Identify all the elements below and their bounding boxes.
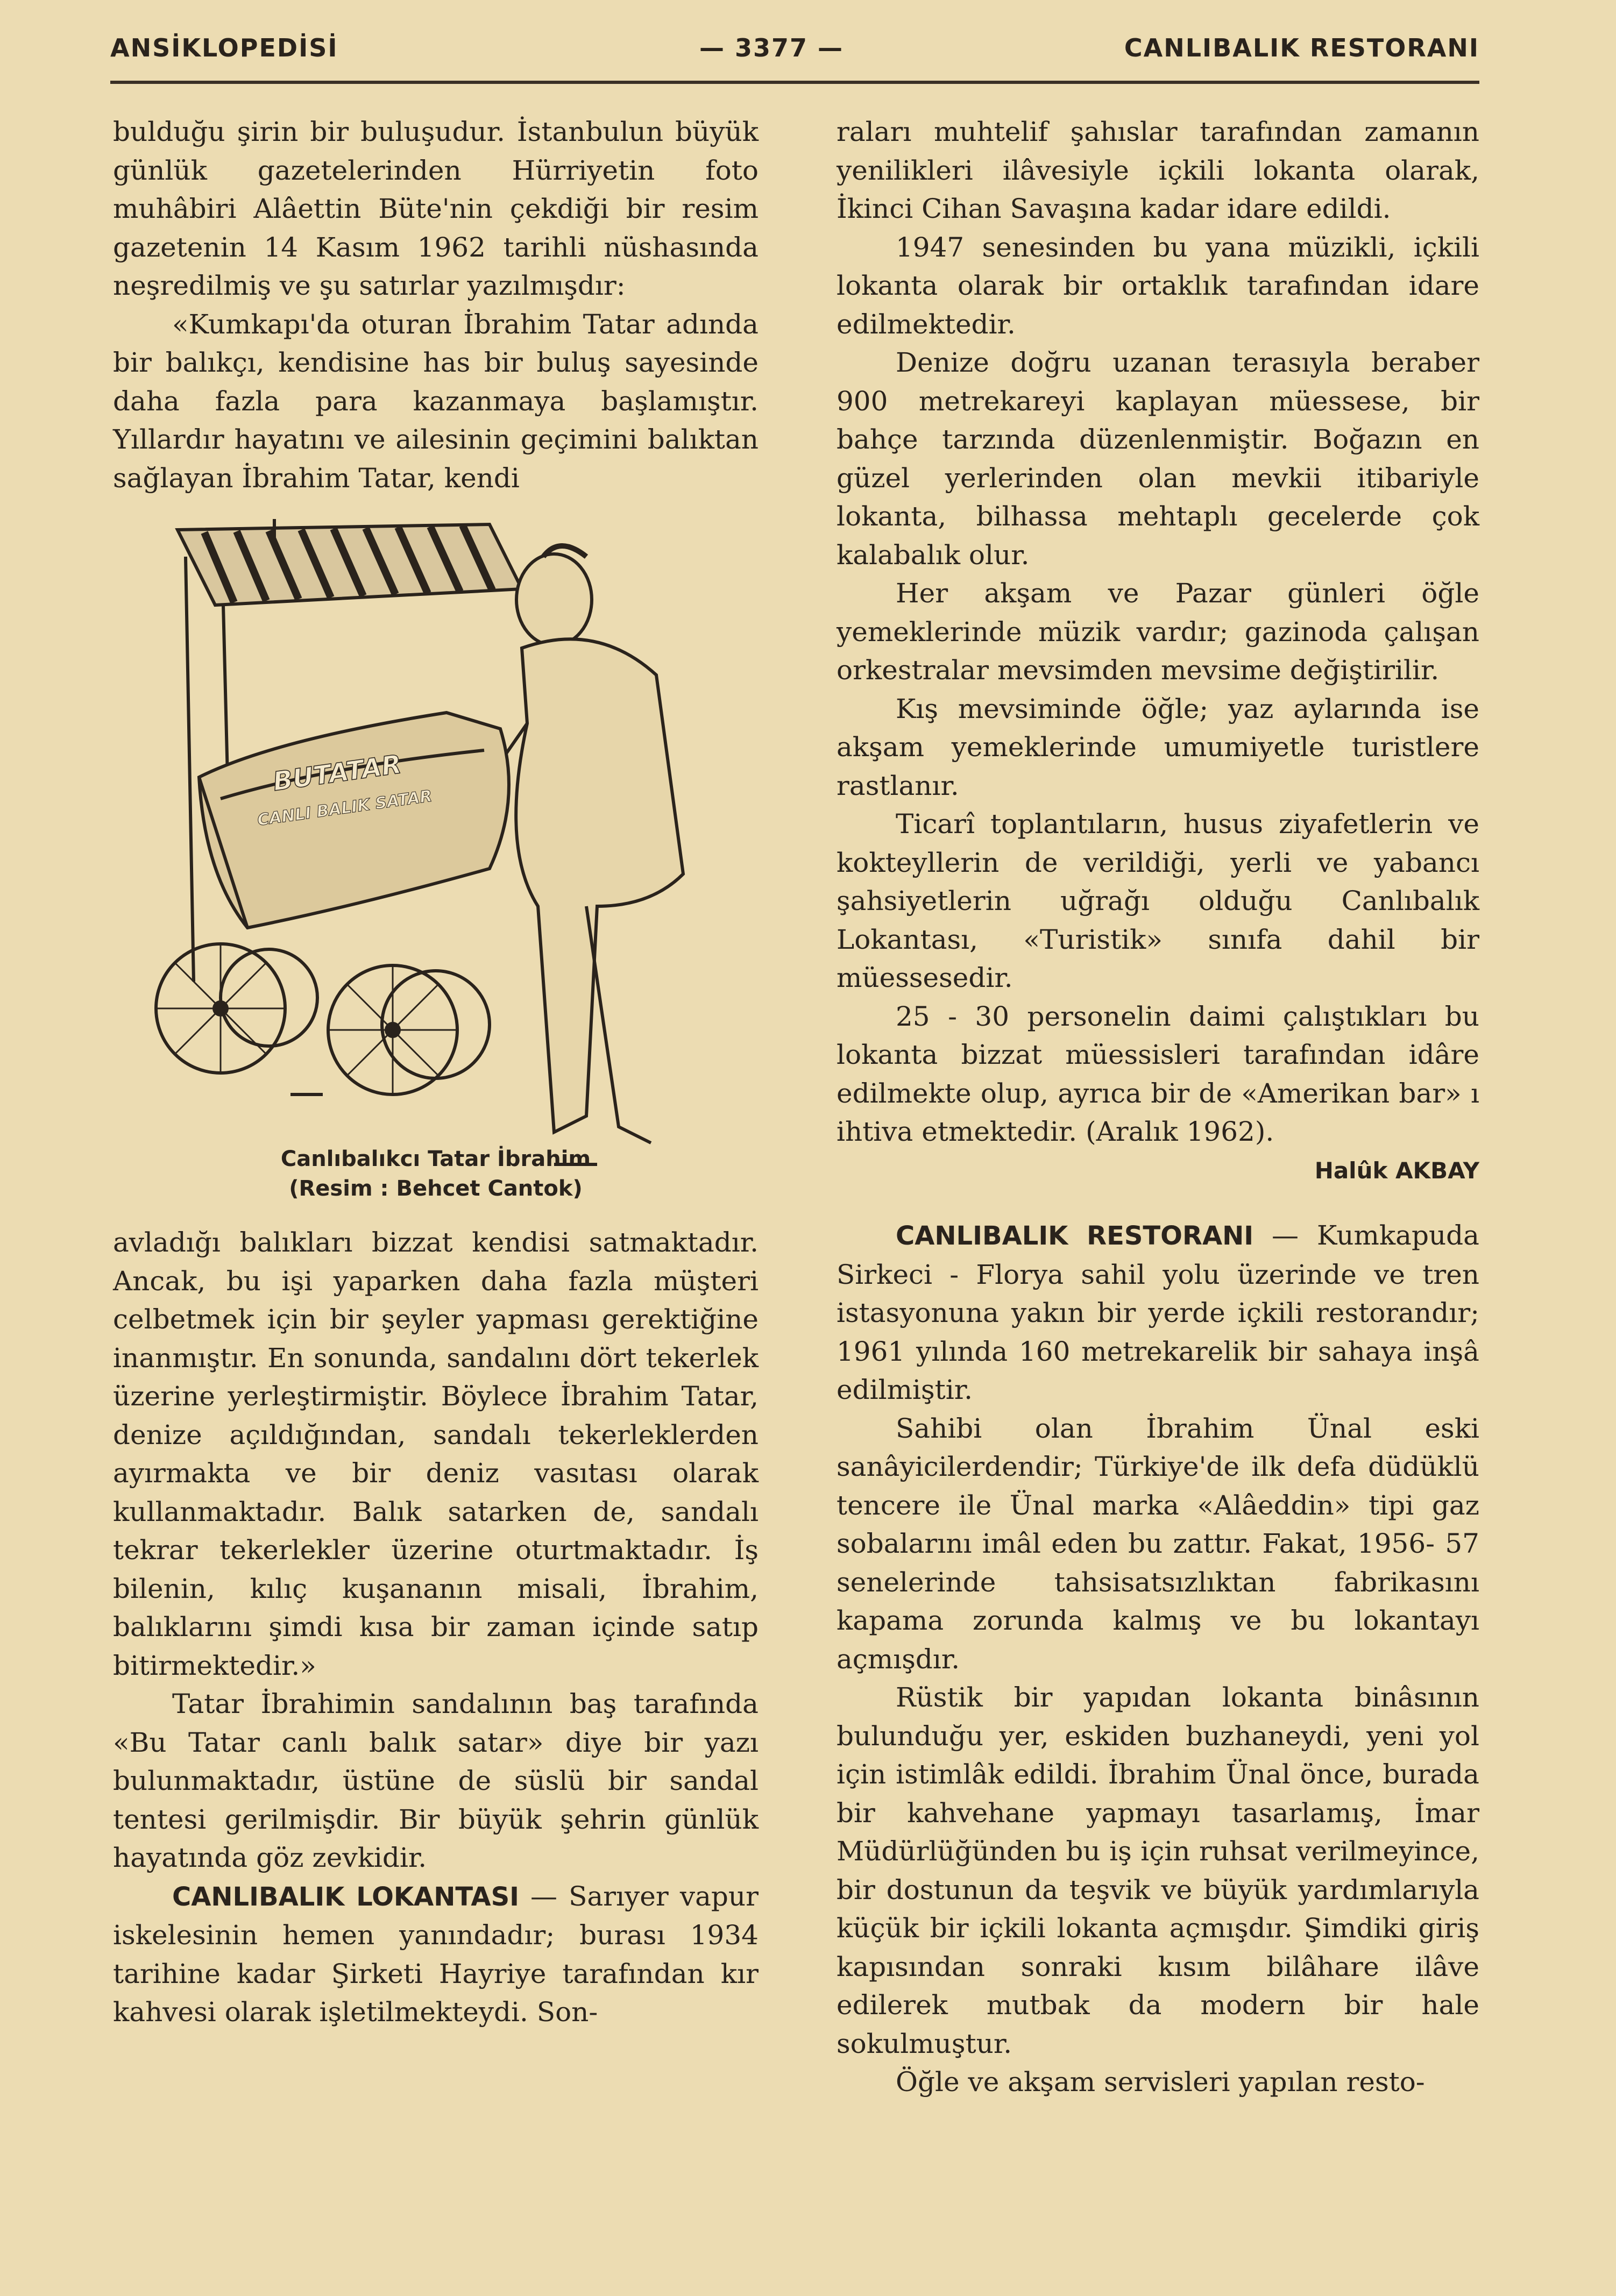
- right-column: [837, 113, 1479, 2102]
- illustration-figure: [113, 497, 759, 1201]
- paragraph: Rüstik bir yapıdan lokanta binâsının bulunduğu yer, eskiden buzhaneydi, yeni yol için istimlâk edildi. İbrahim Ünal önce, burada bir kahvehane yapmayı tasarlamış, İmar Müdürlüğünden bu iş için ruhsat verilmeyince, bir dostunun da teşvik ve büyük yardımlarıyla küçük bir içkili lokanta açmışdır. Şimdiki giriş kapısından sonraki kısım bilâhare ilâve edilerek mutbak da modern bir hale sokulmuştur.: [837, 1682, 1479, 2059]
- fish-cart-illustration: [113, 497, 759, 1197]
- boat-sign-line2: CANLI BALIK SATAR: [256, 786, 434, 830]
- entry-paragraph: [837, 1217, 1479, 1410]
- paragraph: Öğle ve akşam servisleri yapılan resto-: [896, 2066, 1425, 2098]
- left-column: [113, 113, 759, 2032]
- entry-heading: CANLIBALIK LOKANTASI: [172, 1881, 520, 1912]
- header-right-title: CANLIBALIK RESTORANI: [1124, 33, 1479, 62]
- entry-paragraph: [113, 1878, 759, 2032]
- page-header: [110, 33, 1479, 76]
- paragraph: 1947 senesinden bu yana müzikli, içkili lokanta olarak bir ortaklık tarafından idare edilmektedir.: [837, 231, 1479, 340]
- entry-text: — Sarıyer vapur iskelesinin hemen yanındadır; burası 1934 tarihine kadar Şirketi Hayriye tarafından kır kahvesi olarak işletilmekteydi. Son-: [113, 1880, 759, 2028]
- entry-text: — Kumkapuda Sirkeci - Florya sahil yolu üzerinde ve tren istasyonuna yakın bir yerde içkili restorandır; 1961 yılında 160 metrekarelik bir sahaya inşâ edilmiştir.: [837, 1220, 1479, 1405]
- paragraph: avladığı balıkları bizzat kendisi satmaktadır. Ancak, bu işi yaparken daha fazla müşteri celbetmek için bir şeyler yapması gerektiğine inanmıştır. En sonunda, sandalını dört tekerlek üzerine yerleştirmiştir. Böylece İbrahim Tatar, denize açıldığından, sandalı tekerleklerden ayırmakta ve bir deniz vasıtası olarak kullanmaktadır. Balık satarken de, sandalı tekrar tekerlekler üzerine oturtmaktadır. İş bilenin, kılıç kuşananın misali, İbrahim, balıklarını şimdi kısa bir zaman içinde satıp bitirmektedir.»: [113, 1227, 759, 1681]
- paragraph: Denize doğru uzanan terasıyla beraber 900 metrekareyi kaplayan müessese, bir bahçe tarzında düzenlenmiştir. Boğazın en güzel yerlerinden olan mevkii itibariyle lokanta, bilhassa mehtaplı gecelerde çok kalabalık olur.: [837, 347, 1479, 571]
- paragraph: Kış mevsiminde öğle; yaz aylarında ise akşam yemeklerinde umumiyetle turistlere rastlanır.: [837, 693, 1479, 801]
- header-left-title: ANSİKLOPEDİSİ: [110, 33, 338, 62]
- paragraph: raları muhtelif şahıslar tarafından zamanın yenilikleri ilâvesiyle içkili lokanta olarak, İkinci Cihan Savaşına kadar idare edildi.: [837, 116, 1479, 224]
- entry-heading: CANLIBALIK RESTORANI: [896, 1221, 1254, 1251]
- paragraph: Sahibi olan İbrahim Ünal eski sanâyicilerdendir; Türkiye'de ilk defa düdüklü tencere ile Ünal marka «Alâeddin» tipi gaz sobalarını imâl eden bu zattır. Fakat, 1956- 57 senelerinde tahsisatsızlıktan fabrikasını kapama zorunda kalmış ve bu lokantayı açmışdır.: [837, 1412, 1479, 1675]
- author-signature: Halûk AKBAY: [1314, 1157, 1479, 1184]
- paragraph: Ticarî toplantıların, husus ziyafetlerin ve kokteyllerin de verildiği, yerli ve yabancı şahsiyetlerin uğrağı olduğu Canlıbalık Lokantası, «Turistik» sınıfa dahil bir müessesedir.: [837, 808, 1479, 993]
- figure-caption-line2: (Resim : Behcet Cantok): [289, 1176, 583, 1201]
- header-rule: [110, 81, 1479, 84]
- page-number: — 3377 —: [699, 33, 844, 62]
- figure-caption-line1: Canlıbalıkcı Tatar İbrahim: [280, 1147, 591, 1171]
- paragraph: 25 - 30 personelin daimi çalıştıkları bu lokanta bizzat müessisleri tarafından idâre edilmekte olup, ayrıca bir de «Amerikan bar» ı ihtiva etmektedir. (Aralık 1962).: [837, 1000, 1479, 1147]
- boat-sign-line1: BUTATAR: [271, 749, 403, 797]
- paragraph: «Kumkapı'da oturan İbrahim Tatar adında bir balıkçı, kendisine has bir buluş sayesinde daha fazla para kazanmaya başlamıştır. Yıllardır hayatını ve ailesinin geçimini balıktan sağlayan İbrahim Tatar, kendi: [113, 308, 759, 494]
- paragraph: Tatar İbrahimin sandalının baş tarafında «Bu Tatar canlı balık satar» diye bir yazı bulunmaktadır, üstüne de süslü bir sandal tentesi gerilmişdir. Bir büyük şehrin günlük hayatında göz zevkidir.: [113, 1688, 759, 1873]
- paragraph: Her akşam ve Pazar günleri öğle yemeklerinde müzik vardır; gazinoda çalışan orkestralar mevsimden mevsime değiştirilir.: [837, 578, 1479, 686]
- paragraph: bulduğu şirin bir buluşudur. İstanbulun büyük günlük gazetelerinden Hürriyetin foto muhâbiri Alâettin Büte'nin çekdiği bir resim gazetenin 14 Kasım 1962 tarihli nüshasında neşredilmiş ve şu satırlar yazılmışdır:: [113, 116, 759, 301]
